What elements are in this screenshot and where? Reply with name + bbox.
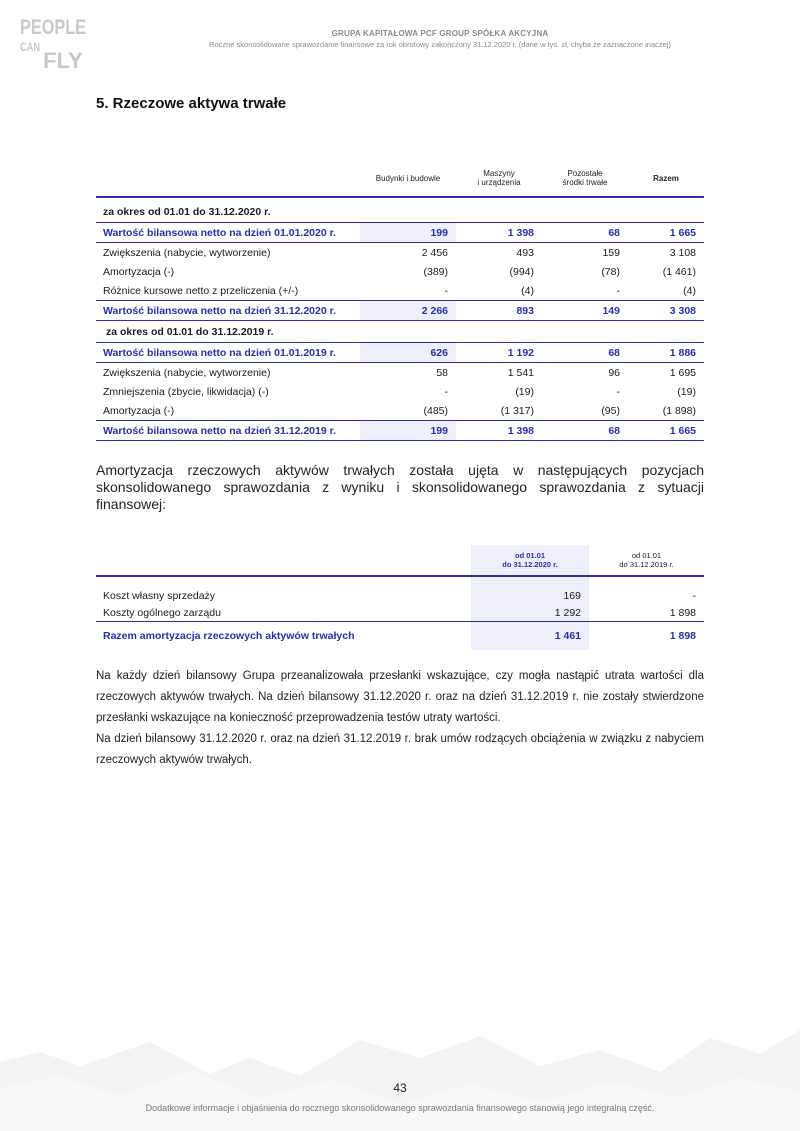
cell-value: (95) — [601, 404, 620, 417]
cell-value: (4) — [683, 284, 696, 297]
company-logo — [20, 14, 90, 72]
cell-value: 1 886 — [628, 343, 704, 363]
cell-value: (4) — [521, 284, 534, 297]
impairment-paragraph: Na każdy dzień bilansowy Grupa przeanalizowała przesłanki wskazujące, czy mogła nastąpić utrata wartości dla rzeczowych aktywów trwałych. Na dzień bilansowy 31.12.2020 r. oraz na dzień 31.12.2019 r. nie zostały stwierdzone przesłanki wskazujące na konieczność przeprowadzenia testów utraty wartości. — [96, 670, 704, 724]
row-label: Zmniejszenia (zbycie, likwidacja) (-) — [103, 385, 269, 398]
balance-row — [96, 301, 704, 321]
cell-value: 1 398 — [456, 421, 542, 441]
table-row — [96, 382, 704, 401]
table-row — [96, 243, 704, 263]
cell-value: - — [444, 284, 448, 297]
cell-value: 2 266 — [360, 301, 456, 321]
cell-value: 1 695 — [669, 366, 696, 379]
cell-value: 199 — [360, 421, 456, 441]
commitments-paragraph: Na dzień bilansowy 31.12.2020 r. oraz na dzień 31.12.2019 r. brak umów rodzących obciążenia w związku z nabyciem rzeczowych aktywów trwałych. — [96, 733, 704, 766]
table-row — [96, 363, 704, 383]
table-header-row — [96, 160, 704, 197]
cell-value: 1 192 — [456, 343, 542, 363]
cell-value: (19) — [677, 385, 696, 398]
cell-value: 68 — [542, 223, 628, 243]
cell-value: - — [692, 589, 696, 602]
row-label: Wartość bilansowa netto na dzień 31.12.2020 r. — [96, 301, 360, 321]
cell-value: (1 898) — [662, 404, 696, 417]
document-header-title: GRUPA KAPITAŁOWA PCF GROUP SPÓŁKA AKCYJNA — [331, 29, 549, 38]
cell-value: 493 — [516, 246, 534, 259]
cell-value: (1 317) — [500, 404, 534, 417]
footer-note: Dodatkowe informacje i objaśnienia do rocznego skonsolidowanego sprawozdania finansowego stanowią jego integralną część. — [145, 1103, 655, 1113]
row-label: Wartość bilansowa netto na dzień 01.01.2020 r. — [96, 223, 360, 243]
period-label: za okres od 01.01 do 31.12.2020 r. — [103, 205, 271, 218]
cell-value: (78) — [601, 265, 620, 278]
section-title: 5. Rzeczowe aktywa trwałe — [96, 95, 287, 112]
cell-value: 2 456 — [421, 246, 448, 259]
row-label: Zwiększenia (nabycie, wytworzenie) — [103, 366, 271, 379]
balance-row — [96, 343, 704, 363]
cell-value: 1 292 — [471, 604, 589, 622]
cell-value: (1 461) — [662, 265, 696, 278]
depreciation-intro-paragraph: Amortyzacja rzeczowych aktywów trwałych została ujęta w następujących pozycjach skonsolidowanego sprawozdania z wyniku i skonsolidowanego sprawozdania z sytuacji finansowej: — [96, 462, 704, 512]
period-row — [96, 201, 704, 223]
cell-value: 1 898 — [589, 622, 704, 651]
cell-value: 3 308 — [628, 301, 704, 321]
col-header-buildings: Budynki i budowle — [360, 160, 456, 197]
fixed-assets-table — [96, 160, 704, 441]
cell-value: (19) — [515, 385, 534, 398]
table-row — [96, 281, 704, 301]
page-number: 43 — [393, 1081, 407, 1095]
cell-value: 1 461 — [471, 622, 589, 651]
cell-value: 1 898 — [669, 606, 696, 619]
row-label: Koszt własny sprzedaży — [103, 589, 216, 602]
cell-value: 149 — [542, 301, 628, 321]
total-row — [96, 622, 704, 651]
cell-value: 68 — [542, 421, 628, 441]
header-empty — [96, 545, 471, 576]
table-row — [96, 587, 704, 604]
period-label: za okres od 01.01 do 31.12.2019 r. — [106, 325, 274, 338]
col-header-total: Razem — [628, 160, 704, 197]
period-row — [96, 321, 704, 343]
col-header-machinery: Maszyny i urządzenia — [456, 160, 542, 197]
table-row — [96, 262, 704, 281]
header-empty — [96, 160, 360, 197]
document-header-subtitle: Roczne skonsolidowane sprawozdanie finansowe za rok obrotowy zakończony 31.12.2020 r. (dane w tys. zł, chyba że zaznaczone inaczej) — [209, 40, 671, 49]
row-label: Razem amortyzacja rzeczowych aktywów trwałych — [96, 622, 471, 651]
cell-value: 159 — [602, 246, 620, 259]
table-header-row — [96, 545, 704, 576]
row-label: Amortyzacja (-) — [103, 404, 175, 417]
cell-value: (485) — [423, 404, 448, 417]
cell-value: - — [444, 385, 448, 398]
row-label: Zwiększenia (nabycie, wytworzenie) — [103, 246, 271, 259]
cell-value: (389) — [423, 265, 448, 278]
cell-value: 3 108 — [669, 246, 696, 259]
row-label: Amortyzacja (-) — [103, 265, 175, 278]
logo-line-fly: FLY — [43, 48, 84, 73]
balance-row — [96, 421, 704, 441]
cell-value: (994) — [509, 265, 534, 278]
cell-value: 68 — [542, 343, 628, 363]
table-row — [96, 401, 704, 421]
cell-value: 199 — [360, 223, 456, 243]
balance-row — [96, 223, 704, 243]
cell-value: - — [616, 284, 620, 297]
col-header-other-assets: Pozostałe środki trwałe — [542, 160, 628, 197]
cell-value: 169 — [471, 587, 589, 604]
row-label: Koszty ogólnego zarządu — [103, 606, 221, 619]
cell-value: 96 — [608, 366, 620, 379]
row-label: Wartość bilansowa netto na dzień 01.01.2019 r. — [96, 343, 360, 363]
cell-value: 58 — [436, 366, 448, 379]
col-header-2019: od 01.01 do 31.12.2019 r. — [589, 545, 704, 576]
table-row — [96, 604, 704, 622]
depreciation-table — [96, 545, 704, 650]
cell-value: 1 665 — [628, 421, 704, 441]
col-header-2020: od 01.01 do 31.12.2020 r. — [471, 545, 589, 576]
cell-value: 626 — [360, 343, 456, 363]
cell-value: - — [616, 385, 620, 398]
row-label: Różnice kursowe netto z przeliczenia (+/-) — [103, 284, 299, 297]
cell-value: 1 665 — [628, 223, 704, 243]
cell-value: 1 398 — [456, 223, 542, 243]
logo-line-can: CAN — [20, 40, 40, 54]
row-label: Wartość bilansowa netto na dzień 31.12.2019 r. — [96, 421, 360, 441]
cell-value: 893 — [456, 301, 542, 321]
logo-line-people: PEOPLE — [20, 16, 86, 39]
cell-value: 1 541 — [507, 366, 534, 379]
